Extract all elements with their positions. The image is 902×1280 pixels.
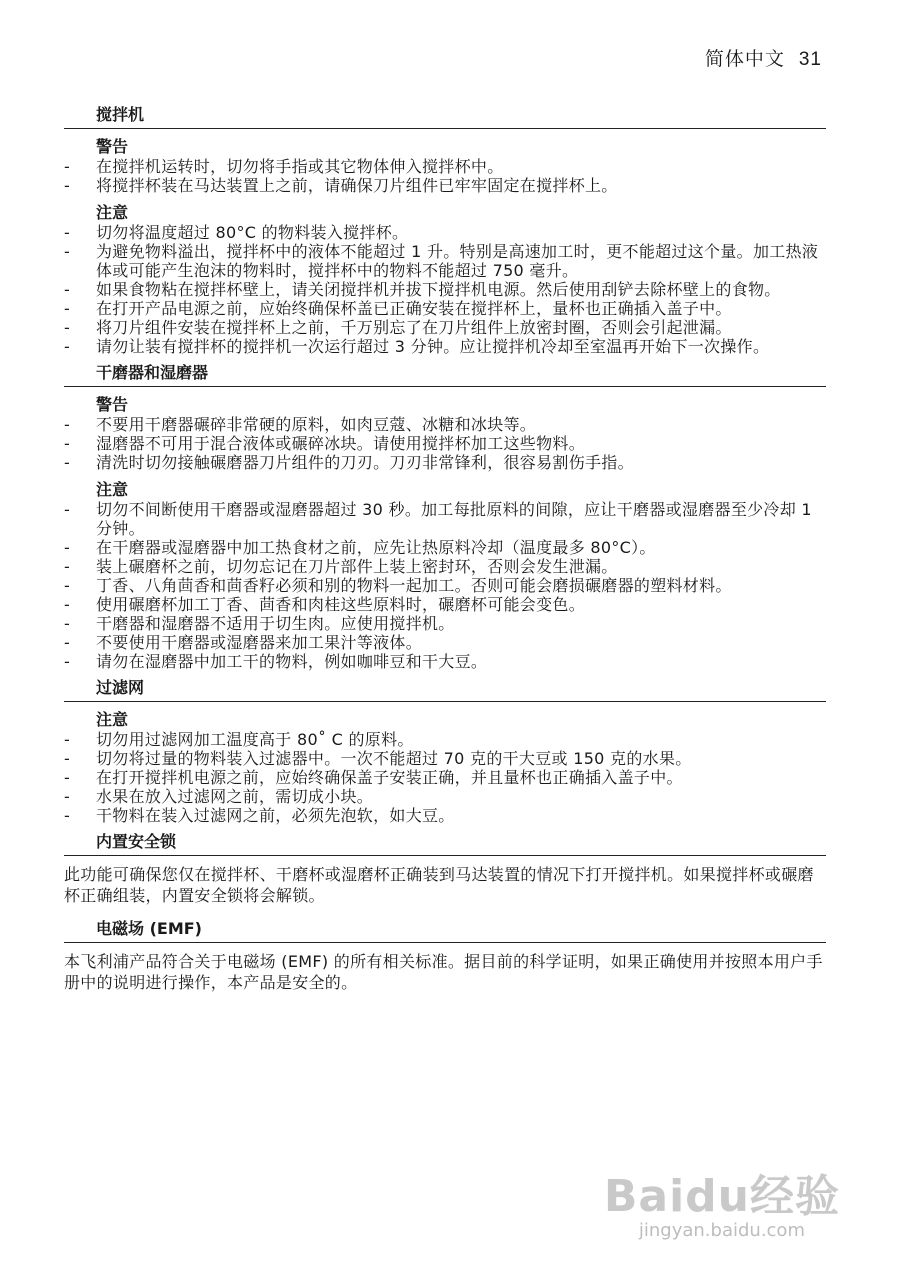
list-item: - 切勿用过滤网加工温度高于 80˚ C 的原料。 [64,730,826,749]
list-item: - 如果食物粘在搅拌杯壁上，请关闭搅拌机并拔下搅拌机电源。然后使用刮铲去除杯壁上的食物。 [64,280,826,299]
list-item: - 请勿让装有搅拌杯的搅拌机一次运行超过 3 分钟。应让搅拌机冷却至室温再开始下一次操作。 [64,337,826,356]
section-title: 过滤网 [64,677,826,702]
section-blender [64,104,826,356]
language-label: 简体中文 [704,48,785,70]
list-item: - 湿磨器不可用于混合液体或碾碎冰块。请使用搅拌杯加工这些物料。 [64,434,826,453]
list-item: - 装上碾磨杯之前，切勿忘记在刀片部件上装上密封环，否则会发生泄漏。 [64,557,826,576]
list-item: - 在打开产品电源之前，应始终确保杯盖已正确安装在搅拌杯上，量杯也正确插入盖子中。 [64,299,826,318]
section-title: 搅拌机 [64,104,826,129]
section-mill [64,362,826,671]
list-item: - 将刀片组件安装在搅拌杯上之前，千万别忘了在刀片组件上放密封圈，否则会引起泄漏。 [64,318,826,337]
list-item: - 不要用干磨器碾碎非常硬的原料，如肉豆蔻、冰糖和冰块等。 [64,415,826,434]
section-title: 电磁场 (EMF) [64,918,826,943]
list-item: - 使用碾磨杯加工丁香、茴香和肉桂这些原料时，碾磨杯可能会变色。 [64,595,826,614]
caution-list [64,730,826,825]
warning-list [64,157,826,195]
section-title: 干磨器和湿磨器 [64,362,826,387]
paragraph: 此功能可确保您仅在搅拌杯、干磨杯或湿磨杯正确装到马达装置的情况下打开搅拌机。如果搅拌杯或碾磨杯正确组装，内置安全锁将会解锁。 [64,865,814,905]
list-item: - 切勿将过量的物料装入过滤器中。一次不能超过 70 克的干大豆或 150 克的水果。 [64,749,826,768]
list-item: - 丁香、八角茴香和茴香籽必须和别的物料一起加工。否则可能会磨损碾磨器的塑料材料。 [64,576,826,595]
section-emf [64,918,826,993]
list-item: - 在干磨器或湿磨器中加工热食材之前，应先让热原料冷却（温度最多 80°C）。 [64,538,826,557]
caution-list [64,223,826,356]
list-item: - 水果在放入过滤网之前，需切成小块。 [64,787,826,806]
list-item: - 在搅拌机运转时，切勿将手指或其它物体伸入搅拌杯中。 [64,157,826,176]
list-item: - 切勿将温度超过 80°C 的物料装入搅拌杯。 [64,223,826,242]
list-item: - 不要使用干磨器或湿磨器来加工果汁等液体。 [64,633,826,652]
page-header [705,44,822,71]
list-item: - 请勿在湿磨器中加工干的物料，例如咖啡豆和干大豆。 [64,652,826,671]
section-filter [64,677,826,825]
caution-heading: 注意 [96,710,129,729]
list-item: - 在打开搅拌机电源之前，应始终确保盖子安装正确，并且量杯也正确插入盖子中。 [64,768,826,787]
caution-heading: 注意 [96,480,129,499]
list-item: - 干磨器和湿磨器不适用于切生肉。应使用搅拌机。 [64,614,826,633]
warning-heading: 警告 [96,137,129,156]
caution-list [64,500,826,671]
document-body [64,98,826,1005]
section-safety-lock [64,831,826,906]
list-item: - 切勿不间断使用干磨器或湿磨器超过 30 秒。加工每批原料的间隙，应让干磨器或湿磨器至少冷却 1 分钟。 [64,500,826,538]
list-item: - 将搅拌杯装在马达装置上之前，请确保刀片组件已牢牢固定在搅拌杯上。 [64,176,826,195]
warning-list [64,415,826,472]
watermark-url: jingyan.baidu.com [638,1220,805,1241]
baidu-logo-icon: Baidu经验 [603,1171,840,1222]
page-number: 31 [798,49,822,70]
list-item: - 清洗时切勿接触碾磨器刀片组件的刀刃。刀刃非常锋利，很容易割伤手指。 [64,453,826,472]
warning-heading: 警告 [96,395,129,414]
paragraph: 本飞利浦产品符合关于电磁场 (EMF) 的所有相关标准。据目前的科学证明，如果正确使用并按照本用户手册中的说明进行操作，本产品是安全的。 [64,952,823,992]
caution-heading: 注意 [96,203,129,222]
list-item: - 干物料在装入过滤网之前，必须先泡软，如大豆。 [64,806,826,825]
watermark [604,1160,840,1241]
list-item: - 为避免物料溢出，搅拌杯中的液体不能超过 1 升。特别是高速加工时，更不能超过这个量。加工热液体或可能产生泡沫的物料时，搅拌杯中的物料不能超过 750 毫升。 [64,242,826,280]
section-title: 内置安全锁 [64,831,826,856]
